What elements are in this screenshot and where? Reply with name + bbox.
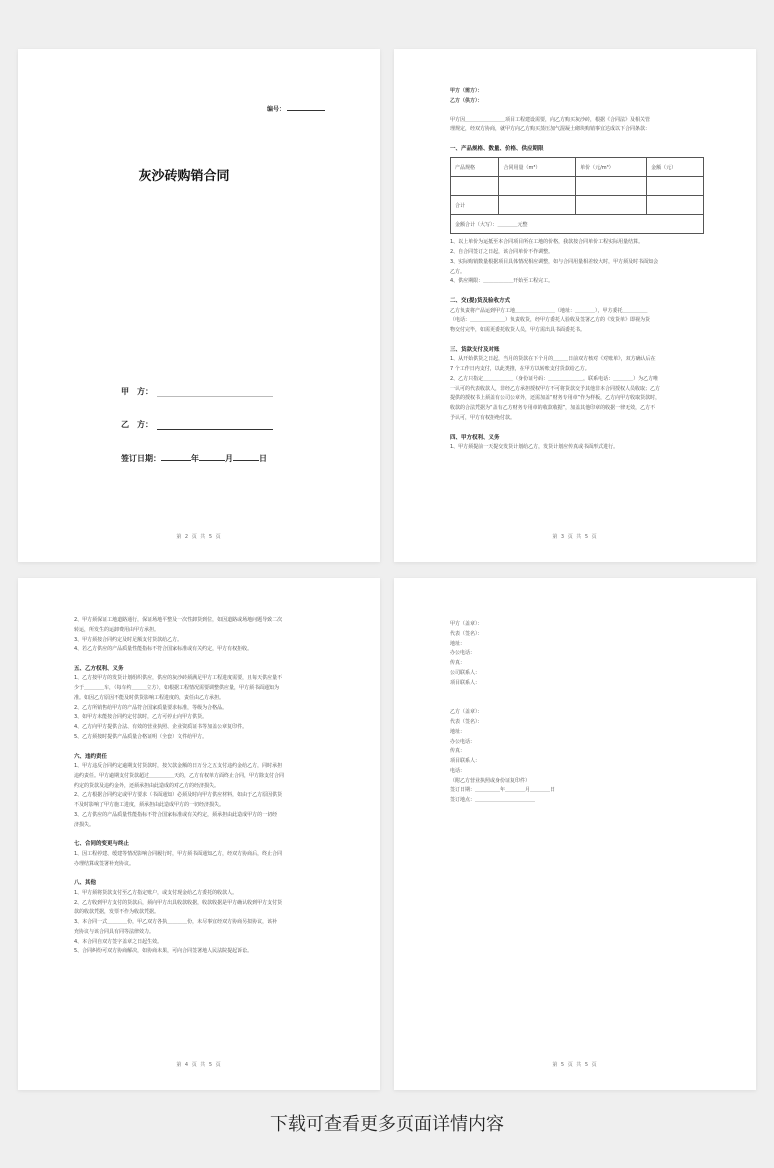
sign-field: 项目联系人： xyxy=(450,758,481,764)
sign-field: 地址： xyxy=(450,640,466,647)
clause-line: 2、自合同签订之日起，该合同单价不作调整。 xyxy=(450,249,554,256)
clause-line: 物交付完毕，如需更委托收货人员，甲方需出具书面委托书。 xyxy=(450,327,586,334)
sign-field: 乙方（盖章）： xyxy=(450,709,483,716)
page-number: 第 5 页 共 5 页 xyxy=(552,1062,598,1068)
sign-date-line: 签订日期： 年 月 日 xyxy=(121,454,267,463)
clause-line: 准。如因乙方原因不能及时供货影响工程进度的，责任由乙方承担。 xyxy=(74,694,225,701)
clause-line: 收款的合法凭据为“盖有乙方财务专用章的收款收据”，加盖其他印章的收据一律无效，乙方不 xyxy=(450,405,656,412)
section-heading: 四、甲方权利、义务 xyxy=(450,434,500,441)
table-header: 合同用量（m³） xyxy=(499,158,576,177)
download-caption: 下载可查看更多页面详情内容 xyxy=(270,1114,504,1135)
clause-line: 1、因工程停建、缓建等情况影响合同履行时，甲方须书面通知乙方，经双方协商后，终止合同 xyxy=(74,850,283,857)
section-heading: 六、违约责任 xyxy=(74,753,108,760)
clause-line: 款的收款凭据，发票不作为收款凭据。 xyxy=(74,909,160,916)
clause-line: 2、乙方只指定＿＿＿＿＿＿（身份证号码：＿＿＿＿＿＿＿，联系电话：＿＿＿＿）为乙方唯 xyxy=(450,375,659,382)
attachment-note: （附乙方营业执照或身份证复印件） xyxy=(450,777,531,784)
party-b-header: 乙方（供方）： xyxy=(450,97,483,104)
sign-field: 传真： xyxy=(450,748,466,755)
sign-field: 地址： xyxy=(450,728,466,735)
table-row xyxy=(451,196,704,215)
clause-line: 乙方。 xyxy=(450,268,466,275)
clause-line: 提供的授权书上须盖有公司公章外，还需加盖“财务专用章”作为样板，乙方向甲方收取货款时， xyxy=(450,395,661,402)
contract-page-4 xyxy=(18,578,380,1090)
party-a-line: 甲 方： xyxy=(121,386,153,397)
page-4-content xyxy=(74,616,328,957)
page-3-content xyxy=(450,87,704,453)
clause-line: 2、乙方根据合同约定或甲方要求（书面通知）必须及时向甲方供应材料，如由于乙方原因供货 xyxy=(74,792,283,799)
clause-line: 2、乙方所销售给甲方的产品符合国家质量要求标准，等级为合格品。 xyxy=(74,704,228,711)
contract-page-5 xyxy=(394,578,756,1090)
clause-line: 转运，所发生的运卸费用由甲方承担。 xyxy=(74,626,160,633)
table-header: 金额（元） xyxy=(647,158,704,177)
clause-line: 3、本合同一式＿＿＿＿份，甲乙双方各执＿＿＿＿份，未尽事宜经双方协商另拟协议，该补 xyxy=(74,919,278,925)
clause-line: 5、合同纠纷可双方协商解决，如协商未果，可向合同签署地人民法院提起诉讼。 xyxy=(74,948,253,955)
section-heading: 八、其他 xyxy=(74,880,97,887)
table-amount: 金额合计（大写）：＿＿＿＿元整 xyxy=(451,215,704,234)
clause-line: 充协议与该合同具有同等法律效力。 xyxy=(74,928,155,935)
sign-field: 代表（签名）： xyxy=(450,719,483,725)
sign-field: 代表（签名）： xyxy=(450,630,483,637)
clause-line: 乙方负责将产品运到甲方工地＿＿＿＿＿＿＿＿（地址：＿＿＿＿），甲方委托＿＿＿＿＿ xyxy=(450,307,648,314)
clause-line: 少于＿＿＿＿车，（每车约＿＿＿立方），如根据工程情况需要调整供应量，甲方须书面通知为 xyxy=(74,685,280,692)
page-5-content xyxy=(450,620,704,806)
clause-line: 1、甲方须将货款支付至乙方指定账户，或支付现金给乙方委托的收款人。 xyxy=(74,889,238,896)
section-heading: 三、货款支付及对账 xyxy=(450,346,500,353)
clause-line: 1、甲方须提前一天提交发货计划给乙方，发货计划应传真或书面形式进行。 xyxy=(450,444,619,450)
sign-field: 电话： xyxy=(450,767,466,774)
clause-line: 5、乙方须按时提供产品质量合格证明（全套）文件给甲方。 xyxy=(74,733,208,740)
clause-line: 约定的货款及违约金外，还须承担由此造成的对乙方的经济损失。 xyxy=(74,782,220,789)
clause-line: 违约责任。甲方逾期支付货款超过＿＿＿＿＿天的，乙方有权单方面终止合同，甲方除支付合同 xyxy=(74,772,285,779)
clause-line: 1、以上单价为运抵至本合同项目所在工地的价格，我款按合同单价工程实际用量结算。 xyxy=(450,239,644,246)
sign-date: 签订日期：＿＿＿＿＿年＿＿＿＿月＿＿＿＿日 xyxy=(450,787,556,794)
party-b-line: 乙 方： xyxy=(121,419,153,430)
clause-line: 1、甲方违反合同约定逾期支付货款时，按欠款金额的日万分之五支付违约金给乙方，同时承担 xyxy=(74,763,283,770)
clause-line: 2、乙方收到甲方支付的货款后，须向甲方出具收款收据，收款收据是甲方确认收到甲方支付货 xyxy=(74,899,283,906)
clause-line: 1、从开始供货之日起，当月的货款在下个月的＿＿＿日前双方核对《对账单》，双方确认后在 xyxy=(450,356,656,363)
clause-line: 4、供应期限：＿＿＿＿＿＿开始至工程完工。 xyxy=(450,278,554,285)
table-row xyxy=(451,177,704,196)
clause-line: 3、实际购销数量根据项目具体情况相应调整，如与合同用量相差较大时，甲方须及时书面知会 xyxy=(450,258,659,265)
clause-line: 4、若乙方供应的产品质量性能指标不符合国家标准或有关约定，甲方有权拒收。 xyxy=(74,646,253,653)
clause-line: 3、甲方须按合同约定及时足额支付货款给乙方。 xyxy=(74,636,183,643)
table-header: 单价（元/m³） xyxy=(576,158,647,177)
sign-field: 公司联系人： xyxy=(450,669,481,676)
table-header-row xyxy=(451,158,704,177)
clause-line: 7 个工作日内支付，以此类推，在甲方以转账支付货款给乙方。 xyxy=(450,366,590,373)
clause-line: 1、乙方按甲方的发货计划组织供应，供应的灰沙砖须满足甲方工程进度需要，且每天供应量不 xyxy=(74,675,283,682)
contract-page-2 xyxy=(18,49,380,562)
sign-field: 传真： xyxy=(450,660,466,666)
clause-line: 办理结算或签署补充协议。 xyxy=(74,860,135,867)
table-header: 产品规格 xyxy=(451,158,499,177)
contract-title: 灰沙砖购销合同 xyxy=(138,169,230,184)
page-number: 第 3 页 共 5 页 xyxy=(552,534,598,540)
sign-field: 办公电话： xyxy=(450,650,476,657)
party-a-header: 甲方（需方）： xyxy=(450,88,483,94)
section-heading: 二、交(提)货及验收方式 xyxy=(450,298,511,305)
product-table xyxy=(450,157,704,234)
section-heading: 五、乙方权利、义务 xyxy=(74,666,124,672)
section-heading: 七、合同的变更与终止 xyxy=(74,841,130,848)
sign-field: 甲方（盖章）： xyxy=(450,621,483,627)
clause-line: 不及时影响了甲方施工进度，须承担由此造成甲方的一切经济损失。 xyxy=(74,802,225,809)
intro-line: 甲方因＿＿＿＿＿＿＿＿项目工程建设需要，向乙方购买灰沙砖，根据《合同法》及相关管 xyxy=(450,116,651,123)
clause-line: 一认可的代表收款人，非经乙方承担授权甲方不可将货款交予其他非本合同授权人员收取；乙方 xyxy=(450,385,661,392)
contract-page-3 xyxy=(394,49,756,562)
clause-line: 4、乙方向甲方提供合法、有效的营业执照、企业资质证书等加盖公章复印件。 xyxy=(74,724,248,731)
sign-field: 办公电话： xyxy=(450,738,476,745)
clause-line: 3、乙方供应的产品质量性能指标不符合国家标准或有关约定，须承担由此造成甲方的一切经 xyxy=(74,811,278,818)
clause-line: 3、如甲方未能按合同约定付款时，乙方可停止向甲方供货。 xyxy=(74,714,208,721)
clause-line: 2、甲方须保证工地道路通行，保证场地平整及一次性卸货到位，如因道路或场地问题导致二次 xyxy=(74,617,283,623)
clause-line: 济损失。 xyxy=(74,821,95,828)
intro-line: 理规定，经双方协商，就甲方向乙方购买蒸压加气混凝土砌块购销事宜达成以下合同条款： xyxy=(450,126,651,133)
page-number: 第 2 页 共 5 页 xyxy=(176,534,222,540)
page-number: 第 4 页 共 5 页 xyxy=(176,1062,222,1068)
table-total-label: 合计 xyxy=(451,196,499,215)
clause-line: （电话：＿＿＿＿＿＿＿）负责收货，经甲方委托人验收及签署乙方的《发货单》即视为货 xyxy=(450,317,651,324)
section-heading: 一、产品规格、数量、价格、供应期限 xyxy=(450,146,544,152)
sign-place: 签订地点：＿＿＿＿＿＿＿＿＿＿＿＿ xyxy=(450,797,536,803)
clause-line: 4、本合同自双方签字盖章之日起生效。 xyxy=(74,938,163,945)
contract-number-label: 编号： xyxy=(267,104,325,113)
clause-line: 予认可，甲方有权拒绝付款。 xyxy=(450,414,516,421)
table-row xyxy=(451,215,704,234)
sign-field: 项目联系人： xyxy=(450,679,481,686)
